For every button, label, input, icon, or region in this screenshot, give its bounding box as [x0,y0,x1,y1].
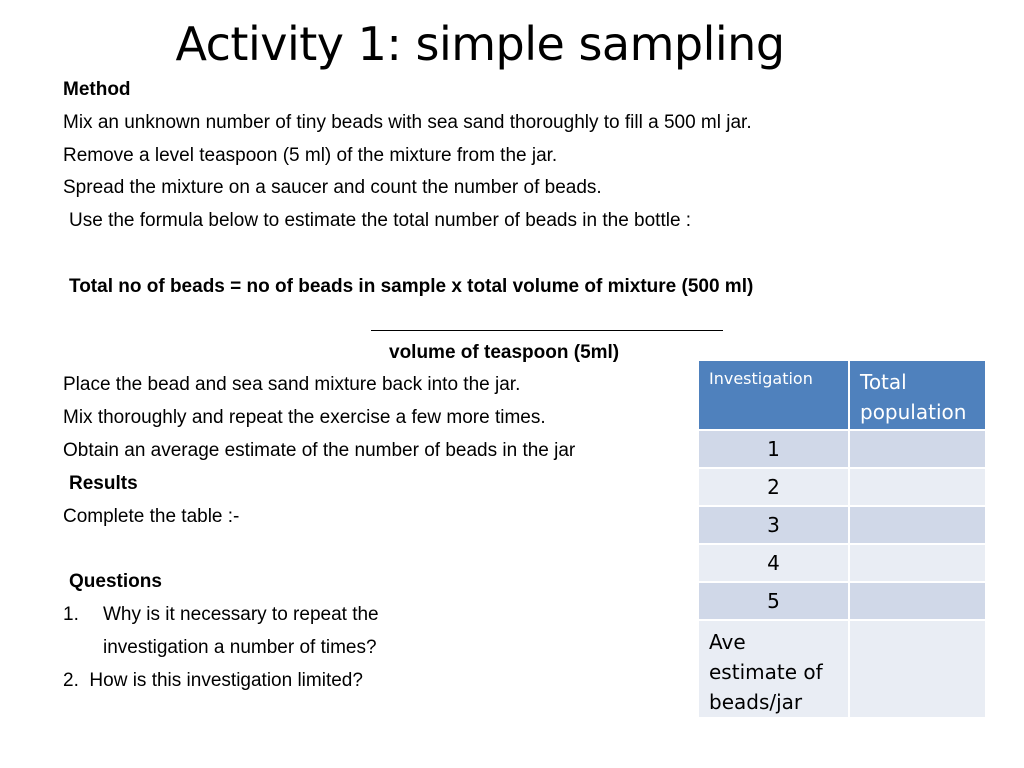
question-1 [63,603,379,627]
total-cell[interactable] [849,506,986,544]
question-2 [63,669,363,693]
investigation-cell: 4 [698,544,849,582]
header-total-population: Total population [849,360,986,430]
question-2-text: How is this investigation limited? [89,670,363,691]
followup-step-2: Mix thoroughly and repeat the exercise a few more times. [63,407,546,428]
method-step-2: Remove a level teaspoon (5 ml) of the mixture from the jar. [63,145,558,166]
question-2-number: 2. [63,670,79,691]
questions-heading: Questions [69,571,162,592]
table-header-row [698,360,986,430]
average-estimate-label: Ave estimate of beads/jar [698,620,849,718]
header-investigation: Investigation [698,360,849,430]
question-1-continuation: investigation a number of times? [103,637,377,658]
question-1-text: Why is it necessary to repeat the [103,604,379,625]
investigation-cell: 3 [698,506,849,544]
average-estimate-cell[interactable] [849,620,986,718]
followup-step-1: Place the bead and sea sand mixture back into the jar. [63,374,521,395]
population-table [697,359,987,719]
method-heading: Method [63,79,131,100]
formula-numerator: Total no of beads = no of beads in sample x total volume of mixture (500 ml) [69,276,754,297]
method-step-1: Mix an unknown number of tiny beads with sea sand thoroughly to fill a 500 ml jar. [63,112,752,133]
total-cell[interactable] [849,544,986,582]
formula-fraction-bar [371,330,723,331]
table-row [698,506,986,544]
followup-step-3: Obtain an average estimate of the number of beads in the jar [63,440,576,461]
investigation-cell: 1 [698,430,849,468]
table-row [698,430,986,468]
results-instruction: Complete the table :- [63,506,240,527]
investigation-cell: 2 [698,468,849,506]
results-heading: Results [69,473,138,494]
slide-title: Activity 1: simple sampling [175,17,785,71]
formula-denominator: volume of teaspoon (5ml) [389,342,620,363]
total-cell[interactable] [849,582,986,620]
investigation-cell: 5 [698,582,849,620]
table-row [698,582,986,620]
table-row-average [698,620,986,718]
table-row [698,468,986,506]
total-cell[interactable] [849,430,986,468]
total-cell[interactable] [849,468,986,506]
question-1-number: 1. [63,604,79,625]
method-step-3: Spread the mixture on a saucer and count the number of beads. [63,177,602,198]
table-row [698,544,986,582]
method-step-4: Use the formula below to estimate the total number of beads in the bottle : [69,210,692,231]
